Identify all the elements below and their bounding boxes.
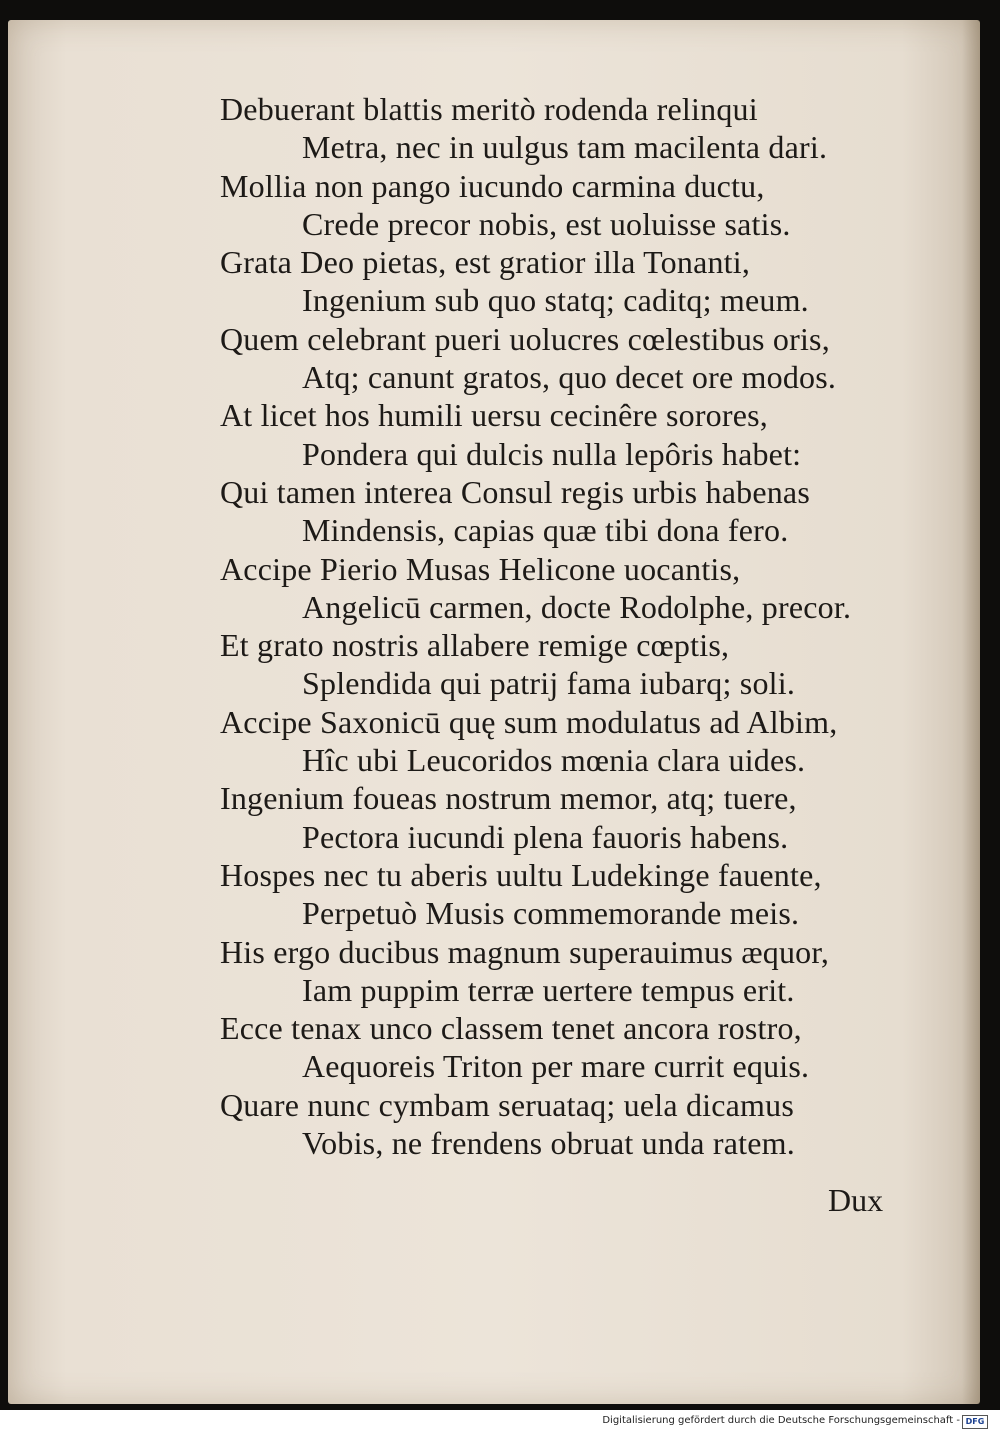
page-edge-shadow — [962, 20, 980, 1404]
verse-line: Quem celebrant pueri uolucres cœlestibus oris, — [220, 320, 830, 357]
footer-credit: Digitalisierung gefördert durch die Deutsche Forschungsgemeinschaft - — [602, 1415, 960, 1426]
verse-line: Ingenium sub quo statq; caditq; meum. — [302, 282, 809, 319]
verse-line: Hospes nec tu aberis uultu Ludekinge fauente, — [220, 856, 822, 893]
verse-line: Debuerant blattis meritò rodenda relinqui — [220, 91, 758, 127]
verse-line: Grata Deo pietas, est gratior illa Tonanti, — [220, 244, 751, 281]
verse-line: Ecce tenax unco classem tenet ancora rostro, — [220, 1010, 802, 1047]
verse-line: Atq; canunt gratos, quo decet ore modos. — [302, 359, 837, 396]
verse-line: At licet hos humili uersu cecinêre sorores, — [220, 397, 768, 434]
verse-line: Pectora iucundi plena fauoris habens. — [302, 818, 789, 855]
verse-line: Quare nunc cymbam seruataq; uela dicamus — [220, 1086, 794, 1123]
verse-line: His ergo ducibus magnum superauimus æquor, — [220, 933, 830, 970]
catchword: Dux — [828, 1182, 884, 1218]
verse-line: Accipe Pierio Musas Helicone uocantis, — [220, 550, 741, 587]
verse-line: Iam puppim terræ uertere tempus erit. — [302, 971, 795, 1008]
verse-line: Et grato nostris allabere remige cœptis, — [220, 627, 730, 664]
verse-block — [220, 90, 910, 1162]
verse-line: Crede precor nobis, est uoluisse satis. — [302, 205, 791, 242]
verse-line: Vobis, ne frendens obruat unda ratem. — [302, 1125, 795, 1162]
verse-line: Hîc ubi Leucoridos mœnia clara uides. — [302, 742, 806, 779]
verse-line: Ingenium foueas nostrum memor, atq; tuere, — [220, 780, 797, 817]
verse-line: Pondera qui dulcis nulla lepôris habet: — [302, 435, 802, 472]
verse-line: Qui tamen interea Consul regis urbis habenas — [220, 473, 810, 510]
verse-line: Accipe Saxonicū quę sum modulatus ad Albim, — [220, 703, 838, 740]
dfg-logo: DFG — [962, 1415, 988, 1429]
verse-line: Perpetuò Musis commemorande meis. — [302, 895, 800, 932]
verse-line: Metra, nec in uulgus tam macilenta dari. — [302, 129, 828, 166]
footer-bar — [0, 1412, 1000, 1432]
verse-line: Aequoreis Triton per mare currit equis. — [302, 1048, 810, 1085]
verse-line: Splendida qui patrij fama iubarq; soli. — [302, 665, 796, 702]
verse-line: Mindensis, capias quæ tibi dona fero. — [302, 512, 789, 549]
verse-line: Angelicū carmen, docte Rodolphe, precor. — [302, 588, 852, 625]
verse-line: Mollia non pango iucundo carmina ductu, — [220, 167, 765, 204]
